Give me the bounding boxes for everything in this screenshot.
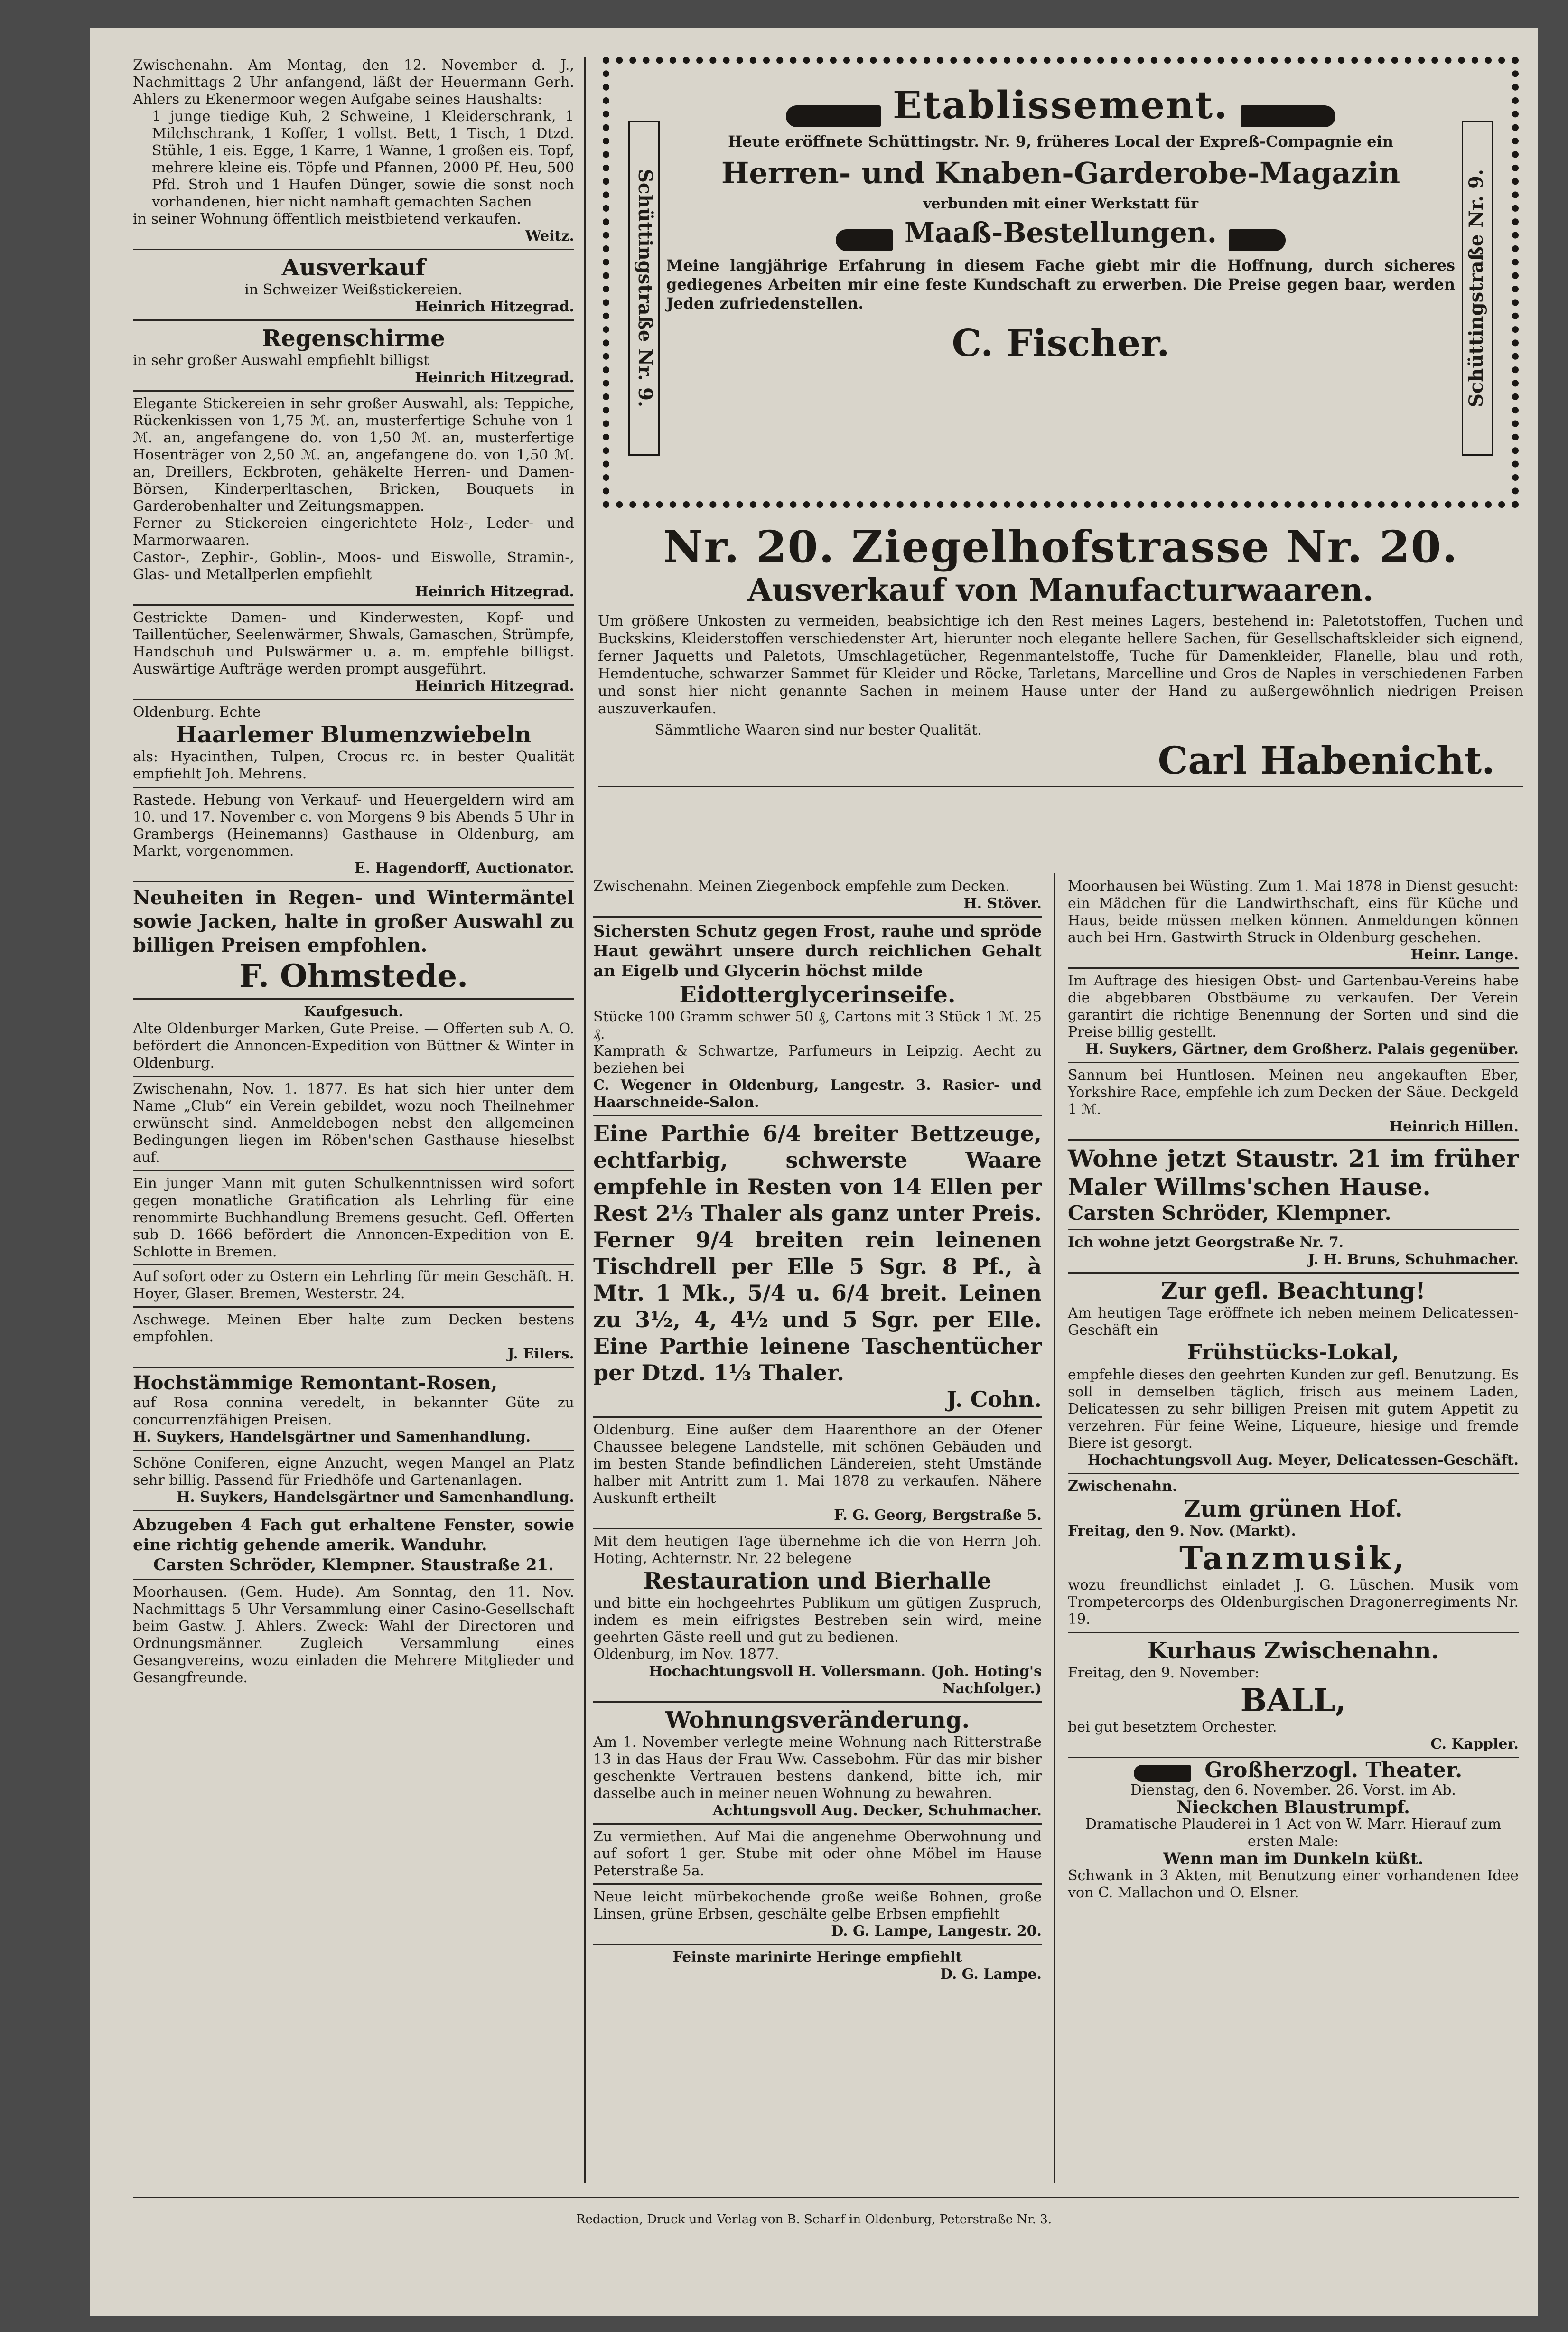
ad-cohn [593, 1120, 1042, 1413]
ad-text: Elegante Stickereien in sehr großer Auswahl, als: Teppiche, Rückenkissen von 1,75 ℳ. an, musterfertige Schuhe von 1 ℳ. an, angefangene do. von 1,50 ℳ. an, musterfertige Hosenträger von 2,50 ℳ. an, angefangene do. von 1,50 ℳ. an, Dreillers, Eckbroten, gehäkelte Herren- und Damen-Börsen, Kinderperltaschen, Bricken, Bouquets in Garderobenhalter und Zeitungsmappen. [133, 395, 574, 515]
ad-headline: Kurhaus Zwischenahn. [1147, 1638, 1439, 1664]
ad-text: Moorhausen. (Gem. Hude). Am Sonntag, den 11. Nov. Nachmittags 5 Uhr Versammlung einer Casino-Gesellschaft beim Gastw. J. Ahlers. Zweck: Wahl der Directoren und Ordnungsmänner. Zugleich Versammlung eines Gesangvereins, wozu einladen die Mehrere Mitglieder und Gesangfreunde. [133, 1584, 574, 1686]
divider [1068, 1062, 1519, 1063]
ad-text: Oldenburg. Eine außer dem Haarenthore an der Ofener Chaussee belegene Landstelle, mit schönen Gebäuden und im besten Stande befindlichen Ländereien, steht Umstände halber mit Antritt zum 1. Mai 1878 zu verkaufen. Nähere Auskunft ertheilt [593, 1422, 1042, 1507]
ad-text: Feinste marinirte Heringe empfiehlt [672, 1949, 962, 1966]
ad-signature: Heinr. Lange. [1410, 946, 1519, 963]
ad-bohnen [593, 1889, 1042, 1940]
ad-list: 1 junge tiedige Kuh, 2 Schweine, 1 Kleiderschrank, 1 Milchschrank, 1 Koffer, 1 vollst. Bett, 1 Tisch, 1 Dtzd. Stühle, 1 eis. Egge, 1 Karre, 1 Wanne, 1 großen eis. Topf, mehrere kleine eis. Töpfe und Pfannen, 2000 Pf. Heu, 500 Pfd. Stroh und 1 Haufen Dünger, sowie die sonst noch vorhandenen, hier nicht namhaft gemachten Sachen [152, 108, 574, 210]
divider [133, 1264, 574, 1265]
ad-fenster [133, 1515, 574, 1575]
ad-signature: J. H. Bruns, Schuhmacher. [1308, 1251, 1519, 1268]
side-label-right: Schüttingstraße Nr. 9. [1462, 121, 1493, 456]
ad-signature: H. Suykers, Handelsgärtner und Samenhandlung. [133, 1429, 531, 1445]
ad-signature: Hochachtungsvoll Aug. Meyer, Delicatessen-Geschäft. [1087, 1452, 1519, 1469]
ad-text: Neue leicht mürbekochende große weiße Bohnen, große Linsen, grüne Erbsen, geschälte gelbe Erbsen empfiehlt [593, 1889, 1042, 1922]
ad-auction [133, 57, 574, 245]
divider [133, 787, 574, 788]
ad-signature: F. G. Georg, Bergstraße 5. [834, 1507, 1042, 1524]
divider [1068, 1139, 1519, 1141]
manu-text: Um größere Unkosten zu vermeiden, beabsichtige ich den Rest meines Lagers, bestehend in: Paletotstoffen, Tuchen und Buckskins, Kleiderstoffen verschiedenster Art, hierunter noch elegante hellere Sachen, für Gesellschaftskleider sich eignend, ferner Jaquetts und Paletots, Umschlagetücher, Regenmantelstoffe, Tuche für Damenkleider, Flanelle, blau und roth, Hemdentuche, schwarzer Sammet für Kleider und Röcke, Tarletans, Marcelline und Gros de Naples in verschiedenen Farben und sonst hier nicht genannte Sachen in meinem Hause unter der Hand zu außergewöhnlich niedrigen Preisen auszuverkaufen. [598, 613, 1523, 717]
ad-text: Auf sofort oder zu Ostern ein Lehrling für mein Geschäft. H. Hoyer, Glaser. Bremen, Westerstr. 24. [133, 1268, 574, 1302]
ad-signature: Heinrich Hillen. [1389, 1118, 1519, 1135]
manu-address: Nr. 20. Ziegelhofstrasse Nr. 20. [663, 521, 1458, 572]
etab-headline: Etablissement. [893, 83, 1229, 127]
ad-text: Rastede. Hebung von Verkauf- und Heuergeldern wird am 10. und 17. November c. von Morgens 9 bis Abends 5 Uhr in Grambergs (Heinemanns) Gasthause in Oldenburg, am Markt, vorgenommen. [133, 792, 574, 860]
imprint-footer: Redaction, Druck und Verlag von B. Scharf in Oldenburg, Peterstraße Nr. 3. [576, 2212, 1052, 2227]
ad-signature: Heinrich Hitzegrad. [415, 299, 574, 315]
divider [593, 1944, 1042, 1945]
ad-eber-eilers [133, 1311, 574, 1363]
pointing-hand-icon [1229, 229, 1286, 251]
ad-ohmstede [133, 886, 574, 994]
ad-signature: E. Hagendorff, Auctionator. [355, 860, 574, 877]
ad-text: Ein junger Mann mit guten Schulkenntnissen wird sofort gegen monatliche Gratification als Lehrling für eine renommirte Buchhandlung Bremens gesucht. Gefl. Offerten sub D. 1666 befördert die Annoncen-Expedition von E. Schlotte in Bremen. [133, 1175, 574, 1260]
ad-rastede [133, 792, 574, 877]
divider [133, 1076, 574, 1077]
column-divider [1054, 873, 1055, 2183]
ad-headline: Frühstücks-Lokal, [1187, 1340, 1400, 1365]
ad-text: Schwank in 3 Akten, mit Benutzung einer vorhandenen Idee von C. Mallachon und O. Elsner. [1068, 1867, 1519, 1901]
ad-text: auf Rosa connina veredelt, in bekannter Güte zu concurrenzfähigen Preisen. [133, 1395, 574, 1428]
ad-text: Castor-, Zephir-, Goblin-, Moos- und Eiswolle, Stramin-, Glas- und Metallperlen empfiehlt [133, 549, 574, 583]
ad-manufactur [598, 522, 1523, 791]
divider [133, 249, 574, 250]
divider [133, 1170, 574, 1171]
ad-text: Zwischenahn. Meinen Ziegenbock empfehle zum Decken. [593, 878, 1010, 895]
ad-blumenzwiebeln [133, 704, 574, 783]
ad-text: Freitag, den 9. November: [1068, 1665, 1260, 1681]
newspaper-page [90, 28, 1538, 2316]
ad-gestrickte [133, 609, 574, 695]
ad-headline: Zur gefl. Beachtung! [1161, 1278, 1426, 1304]
ad-kaufgesuch [133, 1003, 574, 1072]
ad-text: Aschwege. Meinen Eber halte zum Decken bestens empfohlen. [133, 1311, 574, 1345]
ad-signature: H. Suykers, Handelsgärtner und Samenhandlung. [176, 1489, 574, 1506]
ad-glycerinseife [593, 921, 1042, 1111]
pointing-hand-icon [1241, 105, 1335, 127]
ad-maedchen [1068, 878, 1519, 964]
ad-theater [1068, 1758, 1519, 1901]
ad-text: Dramatische Plauderei in 1 Act von W. Marr. Hierauf zum ersten Male: [1085, 1816, 1502, 1850]
ad-tanzmusik [1068, 1478, 1519, 1628]
ad-signature: H. Stöver. [963, 895, 1042, 912]
divider [1068, 1632, 1519, 1633]
ad-text: Gestrickte Damen- und Kinderwesten, Kopf- und Taillentücher, Seelenwärmer, Shwals, Gamaschen, Strümpfe, Handschuh und Pulswärmer u. a. m. empfehle billigst. Auswärtige Aufträge werden prompt ausgeführt. [133, 609, 574, 677]
ad-headline: Wohne jetzt Staustr. 21 im früher Maler Willms'schen Hause. [1068, 1144, 1519, 1201]
manu-signature: Carl Habenicht. [1157, 738, 1495, 783]
ad-text: Abzugeben 4 Fach gut erhaltene Fenster, sowie eine richtig gehende amerik. Wanduhr. [133, 1516, 574, 1555]
etab-magazin: Herren- und Knaben-Garderobe-Magazin [721, 156, 1400, 190]
divider [593, 1701, 1042, 1703]
divider [133, 604, 574, 606]
divider [133, 390, 574, 392]
ad-casino [133, 1584, 574, 1686]
divider [133, 881, 574, 882]
ad-vermiethen [593, 1828, 1042, 1880]
divider [593, 1823, 1042, 1825]
divider [593, 1883, 1042, 1885]
ad-eber-hillen [1068, 1067, 1519, 1135]
ad-text: Sannum bei Huntlosen. Meinen neu angekauften Eber, Yorkshire Race, empfehle ich zum Decken der Säue. Deckgeld 1 ℳ. [1068, 1067, 1519, 1118]
divider [133, 998, 574, 1000]
ad-headline: F. Ohmstede. [239, 957, 468, 994]
divider [593, 1115, 1042, 1116]
ad-text: in seiner Wohnung öffentlich meistbietend verkaufen. [133, 211, 522, 227]
ad-text: Mit dem heutigen Tage übernehme ich die von Herrn Joh. Hoting, Achternstr. Nr. 22 belegene [593, 1533, 1042, 1567]
pointing-hand-icon [786, 105, 881, 127]
divider [598, 786, 1523, 787]
bottom-rule [133, 2197, 1519, 2198]
divider [133, 1450, 574, 1451]
ad-headline: BALL, [1240, 1682, 1346, 1719]
ad-headline: Wohnungsveränderung. [665, 1707, 970, 1733]
divider [133, 1510, 574, 1511]
pointing-hand-icon [836, 229, 893, 251]
ad-ball [1068, 1637, 1519, 1753]
ad-text: Dienstag, den 6. November. 26. Vorst. im Ab. [1130, 1782, 1456, 1798]
ad-headline: Restauration und Bierhalle [643, 1568, 992, 1594]
ad-headline: Haarlemer Blumenzwiebeln [176, 721, 532, 748]
ad-text: Eine Parthie 6/4 breiter Bettzeuge, echtfarbig, schwerste Waare empfehle in Resten von 14 Ellen per Rest 2⅓ Thaler als ganz unter Preis. Ferner 9/4 breiten rein leinenen Tischdrell per Elle 5 Sgr. 8 Pf., à Mtr. 1 Mk., 5/4 u. 6/4 breit. Leinen zu 3½, 4, 4½ und 5 Sgr. per Elle. Eine Parthie leinene Taschentücher per Dtzd. 1⅓ Thaler. [593, 1121, 1042, 1386]
column-middle [593, 878, 1042, 1987]
ad-headline: Kaufgesuch. [304, 1003, 403, 1020]
ad-headline: Eidotterglycerinseife. [679, 982, 956, 1008]
ad-text: Zwischenahn. Am Montag, den 12. November d. J., Nachmittags 2 Uhr anfangend, läßt der Heuermann Gerh. Ahlers zu Ekenermoor wegen Aufgabe seines Haushalts: [133, 57, 574, 108]
etab-signature: C. Fischer. [952, 321, 1170, 365]
ad-signature: Carsten Schröder, Klempner. [1068, 1201, 1391, 1225]
ad-text: Stücke 100 Gramm schwer 50 ₰, Cartons mit 3 Stück 1 ℳ. 25 ₰. [593, 1009, 1042, 1042]
ad-text: Im Auftrage des hiesigen Obst- und Gartenbau-Vereins habe die abgebbaren Obstbäume zu verkaufen. Der Verein garantirt die richtige Benennung der Sorten und sind die Preise billig gestellt. [1068, 973, 1519, 1040]
etab-text: verbunden mit einer Werkstatt für [923, 196, 1199, 212]
ad-bruns [1068, 1234, 1519, 1268]
ad-headline: Hochstämmige Remontant-Rosen, [133, 1372, 498, 1394]
ad-text: Oldenburg, im Nov. 1877. [593, 1646, 779, 1663]
ad-text: Zu vermiethen. Auf Mai die angenehme Oberwohnung und auf sofort 1 ger. Stube mit oder ohne Möbel im Hause Peterstraße 5a. [593, 1828, 1042, 1879]
ad-text: Kamprath & Schwartze, Parfumeurs in Leipzig. Aecht zu beziehen bei [593, 1043, 1042, 1077]
ad-text: Moorhausen bei Wüsting. Zum 1. Mai 1878 in Dienst gesucht: ein Mädchen für die Landwirthschaft, eins für Küche und Haus, beide müssen melken können. Anmeldungen können auch bei Hrn. Gastwirth Struck in Oldenburg geschehen. [1068, 878, 1519, 946]
ad-text: Neuheiten in Regen- und Wintermäntel sowie Jacken, halte in großer Auswahl zu billigen Preisen empfohlen. [133, 887, 574, 956]
ad-text: Schöne Coniferen, eigne Anzucht, wegen Mangel an Platz sehr billig. Passend für Friedhöfe und Gartenanlagen. [133, 1455, 574, 1489]
divider [593, 916, 1042, 918]
ad-signature: Achtungsvoll Aug. Decker, Schuhmacher. [712, 1802, 1042, 1819]
etablissement-box [603, 57, 1519, 508]
ad-heringe [593, 1949, 1042, 1983]
ad-signature: C. Wegener in Oldenburg, Langestr. 3. Rasier- und Haarschneide-Salon. [593, 1077, 1042, 1111]
manu-text: Sämmtliche Waaren sind nur bester Qualität. [655, 722, 982, 739]
ad-ausverkauf [133, 254, 574, 316]
ad-text: Sichersten Schutz gegen Frost, rauhe und spröde Haut gewährt unsere durch reichlichen Gehalt an Eigelb und Glycerin höchst milde [593, 922, 1042, 981]
divider [1068, 967, 1519, 969]
ad-text: Am 1. November verlegte meine Wohnung nach Ritterstraße 13 in das Haus der Frau Ww. Cassebohm. Für das mir bisher geschenkte Vertrauen bestens dankend, bitte ich, mir dasselbe auch in meiner neuen Wohnung zu bewahren. [593, 1734, 1042, 1802]
ad-headline: Tanzmusik, [1179, 1540, 1407, 1577]
ad-wohnung [593, 1706, 1042, 1819]
divider [1068, 1229, 1519, 1230]
ad-text: Ferner zu Stickereien eingerichtete Holz-, Leder- und Marmorwaaren. [133, 515, 574, 549]
ad-signature: H. Suykers, Gärtner, dem Großherz. Palais gegenüber. [1085, 1041, 1519, 1058]
ad-text: Alte Oldenburger Marken, Gute Preise. — Offerten sub A. O. befördert die Annoncen-Expedition von Büttner & Winter in Oldenburg. [133, 1021, 574, 1071]
ad-restauration [593, 1533, 1042, 1697]
ad-headline: Großherzogl. Theater. [1204, 1758, 1463, 1782]
ad-club [133, 1081, 574, 1166]
pointing-hand-icon [1134, 1765, 1191, 1782]
column-left [133, 57, 574, 1690]
ad-text: in sehr großer Auswahl empfiehlt billigst [133, 352, 429, 369]
divider [133, 1367, 574, 1368]
etab-text: Meine langjährige Erfahrung in diesem Fache giebt mir die Hoffnung, durch sicheres gediegenes Arbeiten mir eine feste Kundschaft zu erwerben. Die Preise gegen baar, werden Jeden zufriedenstellen. [666, 256, 1455, 312]
etab-text: Heute eröffnete Schüttingstr. Nr. 9, früheres Local der Expreß-Compagnie ein [728, 132, 1393, 150]
ad-stickereien [133, 395, 574, 600]
ad-landstelle [593, 1422, 1042, 1524]
side-label-left: Schüttingstraße Nr. 9. [628, 121, 660, 456]
ad-text: als: Hyacinthen, Tulpen, Crocus rc. in bester Qualität empfiehlt Joh. Mehrens. [133, 749, 574, 782]
ad-signature: J. Eilers. [507, 1346, 574, 1362]
ad-text: Ich wohne jetzt Georgstraße Nr. 7. [1068, 1234, 1344, 1251]
divider [1068, 1272, 1519, 1274]
ad-text: Freitag, den 9. Nov. (Markt). [1068, 1523, 1296, 1539]
ad-signature: Hochachtungsvoll H. Vollersmann. (Joh. Hoting's Nachfolger.) [649, 1663, 1042, 1697]
ad-schroeder [1068, 1144, 1519, 1225]
ad-signature: Heinrich Hitzegrad. [415, 678, 574, 694]
divider [593, 1528, 1042, 1529]
ad-signature: Heinrich Hitzegrad. [415, 369, 574, 386]
manu-headline: Ausverkauf von Manufacturwaaren. [747, 571, 1374, 609]
ad-text: Zwischenahn. [1068, 1478, 1177, 1495]
divider [133, 699, 574, 700]
divider [133, 1579, 574, 1580]
ad-text: in Schweizer Weißstickereien. [244, 281, 463, 298]
ad-obstbaeume [1068, 973, 1519, 1058]
ad-text: und bitte ein hochgeehrtes Publikum um gütigen Zuspruch, indem es mein eifrigstes Bestreben sein wird, meine geehrten Gäste reell und gut zu bedienen. [593, 1595, 1042, 1646]
column-right [1068, 878, 1519, 1905]
ad-coniferen [133, 1455, 574, 1506]
divider [1068, 1473, 1519, 1474]
ad-headline: Zum grünen Hof. [1184, 1496, 1403, 1522]
ad-text: Am heutigen Tage eröffnete ich neben meinem Delicatessen-Geschäft ein [1068, 1305, 1519, 1339]
ad-headline: Nieckchen Blaustrumpf. [1176, 1798, 1410, 1817]
ad-lehrling-bremen [133, 1175, 574, 1261]
ad-signature: Heinrich Hitzegrad. [415, 583, 574, 600]
ad-signature: C. Kappler. [1430, 1736, 1519, 1752]
ad-fruehstueck [1068, 1277, 1519, 1469]
ad-text: Oldenburg. Echte [133, 704, 261, 721]
etab-maass: Maaß-Bestellungen. [905, 216, 1217, 249]
ad-ziegenbock [593, 878, 1042, 912]
ad-headline: Ausverkauf [281, 254, 426, 281]
divider [133, 319, 574, 321]
ad-signature: D. G. Lampe. [940, 1966, 1042, 1983]
ad-headline: Wenn man im Dunkeln küßt. [1163, 1849, 1424, 1868]
ad-text: wozu freundlichst einladet J. G. Lüschen. Musik vom Trompetercorps des Oldenburgischen Dragonerregiments Nr. 19. [1068, 1577, 1519, 1628]
ad-signature: J. Cohn. [946, 1386, 1042, 1412]
ad-text: empfehle dieses den geehrten Kunden zur gefl. Benutzung. Es soll in demselben täglich, frisch aus meinem Laden, Delicatessen zu sehr billigen Preisen mit gutem Appetit zu verzehren. Für feine Weine, Liqueure, hiesige und fremde Biere ist gesorgt. [1068, 1367, 1519, 1452]
ad-text: bei gut besetztem Orchester. [1068, 1719, 1277, 1735]
ad-signature: Carsten Schröder, Klempner. Staustraße 21. [153, 1555, 554, 1574]
divider [593, 1416, 1042, 1418]
column-divider [584, 57, 586, 2183]
ad-headline: Regenschirme [262, 325, 445, 352]
ad-lehrling-hoyer [133, 1268, 574, 1302]
divider [133, 1306, 574, 1308]
ad-regenschirme [133, 325, 574, 386]
ad-signature: D. G. Lampe, Langestr. 20. [831, 1923, 1042, 1939]
ad-text: Zwischenahn, Nov. 1. 1877. Es hat sich hier unter dem Name „Club“ ein Verein gebildet, wozu noch Theilnehmer erwünscht sind. Anmeldebogen nebst den allgemeinen Bedingungen liegen im Röben'schen Gasthause hieselbst auf. [133, 1081, 574, 1166]
ad-signature: Weitz. [525, 228, 574, 244]
ad-rosen [133, 1372, 574, 1446]
